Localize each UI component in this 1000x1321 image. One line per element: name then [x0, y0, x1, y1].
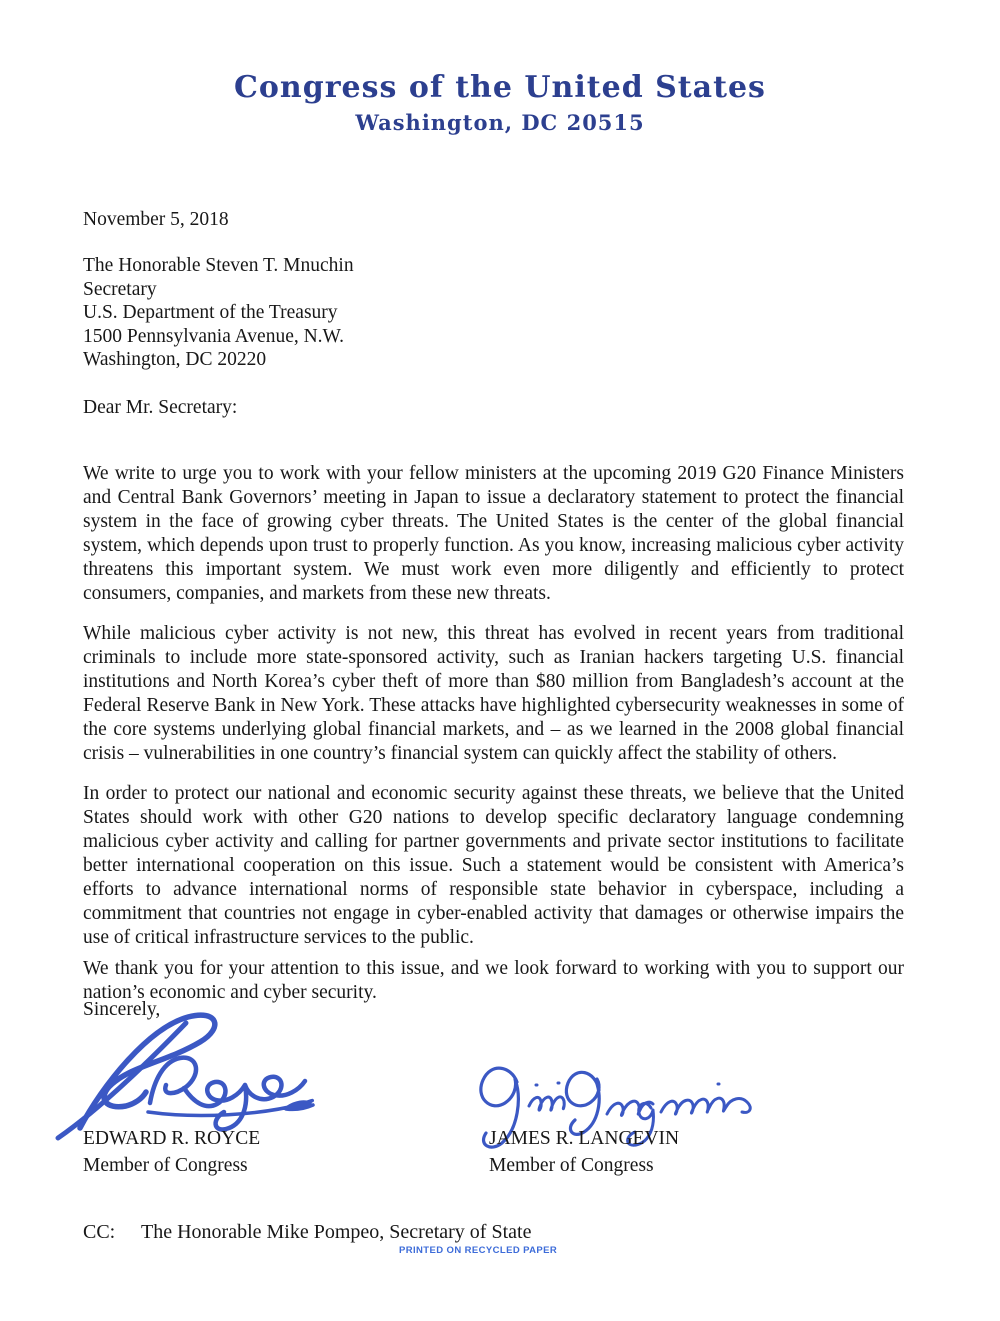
recipient-address	[83, 254, 354, 372]
recipient-street: 1500 Pennsylvania Avenue, N.W.	[83, 325, 345, 347]
recipient-title: Secretary	[83, 278, 157, 300]
signer-block-langevin	[489, 1126, 679, 1179]
royce-signature-icon	[52, 1008, 340, 1142]
salutation: Dear Mr. Secretary:	[83, 397, 238, 418]
signer-title-langevin: Member of Congress	[489, 1154, 654, 1176]
letter-date: November 5, 2018	[83, 209, 229, 230]
body-paragraph-1: We write to urge you to work with your fellow ministers at the upcoming 2019 G20 Finance Ministers and Central Bank Governors’ meeting in Japan to issue a declaratory statement to protect the financial system in the face of growing cyber threats. The United States is the center of the global financial system, which depends upon trust to properly function. As you know, increasing malicious cyber activity threatens this important system. We must work even more diligently and efficiently to protect consumers, companies, and markets from these new threats.	[83, 462, 904, 604]
signer-block-royce	[83, 1126, 260, 1179]
cc-label: CC:	[83, 1221, 116, 1243]
recipient-agency: U.S. Department of the Treasury	[83, 302, 338, 323]
body-paragraph-2: While malicious cyber activity is not new, this threat has evolved in recent years from traditional criminals to include more state-sponsored activity, such as Iranian hackers targeting U.S. financial institutions and North Korea’s cyber theft of more than $80 million from Bangladesh’s account at the Federal Reserve Bank in New York. These attacks have highlighted cybersecurity weaknesses in some of the core systems underlying global financial markets, and – as we learned in the 2008 global financial crisis – vulnerabilities in one country’s financial system can quickly affect the stability of others.	[83, 622, 904, 764]
letterhead-subtitle: Washington, DC 20515	[355, 110, 645, 135]
recycled-paper-note: PRINTED ON RECYCLED PAPER	[399, 1245, 558, 1256]
signer-title-royce: Member of Congress	[83, 1154, 248, 1176]
signer-name-langevin: JAMES R. LANGEVIN	[489, 1128, 680, 1149]
cc-line	[83, 1221, 531, 1244]
signer-name-royce: EDWARD R. ROYCE	[83, 1128, 261, 1149]
body-paragraph-4: We thank you for your attention to this issue, and we look forward to working with you to support our nation’s economic and cyber security.	[83, 957, 904, 1003]
recipient-name: The Honorable Steven T. Mnuchin	[83, 255, 354, 276]
recipient-city: Washington, DC 20220	[83, 349, 267, 370]
letterhead	[0, 70, 1000, 135]
letterhead-title: Congress of the United States	[234, 70, 766, 105]
body-paragraph-3: In order to protect our national and economic security against these threats, we believe that the United States should work with other G20 nations to develop specific declaratory language condemning malicious cyber activity and calling for partner governments and private sector institutions to facilitate better international cooperation on this issue. Such a statement would be consistent with America’s efforts to advance international norms of responsible state behavior in cyberspace, including a commitment that countries not engage in cyber-enabled activity that damages or otherwise impairs the use of critical infrastructure services to the public.	[83, 782, 904, 948]
cc-recipient: The Honorable Mike Pompeo, Secretary of State	[141, 1221, 532, 1243]
closing-sincerely: Sincerely,	[83, 999, 161, 1020]
